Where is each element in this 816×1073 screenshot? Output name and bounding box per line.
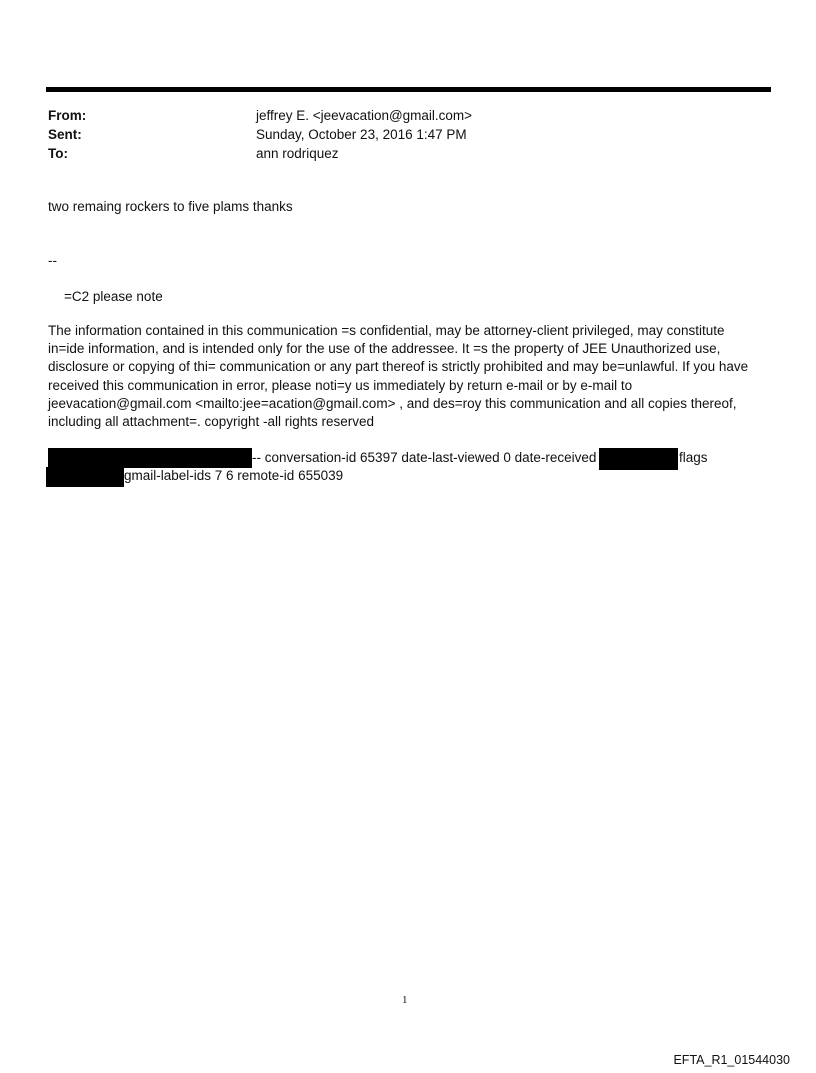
page-number: 1: [402, 994, 408, 1006]
disclaimer-line: including all attachment=. copyright -all rights reserved: [48, 414, 375, 430]
disclaimer-line: in=ide information, and is intended only for the use of the addressee. It =s the property of JEE Unauthorized use,: [48, 341, 721, 357]
header-divider: [46, 87, 771, 92]
disclaimer-line: jeevacation@gmail.com <mailto:jee=acation@gmail.com> , and des=roy this communication and all copies thereof,: [48, 395, 737, 411]
to-value: ann rodriquez: [256, 146, 339, 161]
redaction-box: [599, 448, 678, 470]
confidentiality-disclaimer: [48, 322, 768, 431]
metadata-line-1: -- conversation-id 65397 date-last-viewed 0 date-received: [252, 450, 597, 465]
from-row: [48, 106, 768, 125]
to-row: [48, 144, 768, 163]
redaction-box: [48, 448, 252, 468]
sent-row: [48, 125, 768, 144]
from-label: From:: [48, 108, 87, 123]
disclaimer-line: received this communication in error, please noti=y us immediately by return e-mail or by e-mail to: [48, 377, 633, 393]
disclaimer-line: The information contained in this communication =s confidential, may be attorney-client privileged, may constitute: [48, 323, 725, 338]
metadata-line-2: gmail-label-ids 7 6 remote-id 655039: [124, 468, 344, 483]
sent-value: Sunday, October 23, 2016 1:47 PM: [256, 127, 467, 142]
redaction-box: [46, 467, 124, 487]
disclaimer-line: disclosure or copying of thi= communication or any part thereof is strictly prohibited and may be=unlawful. If you have: [48, 359, 749, 375]
sent-label: Sent:: [48, 127, 82, 142]
signature-separator: --: [48, 253, 57, 268]
from-value: jeffrey E. <jeevacation@gmail.com>: [256, 108, 473, 123]
message-body: two remaing rockers to five plams thanks: [48, 199, 293, 214]
note-line: =C2 please note: [64, 289, 163, 304]
document-id: EFTA_R1_01544030: [673, 1053, 790, 1067]
to-label: To:: [48, 146, 68, 161]
metadata-flags: flags: [679, 450, 708, 465]
